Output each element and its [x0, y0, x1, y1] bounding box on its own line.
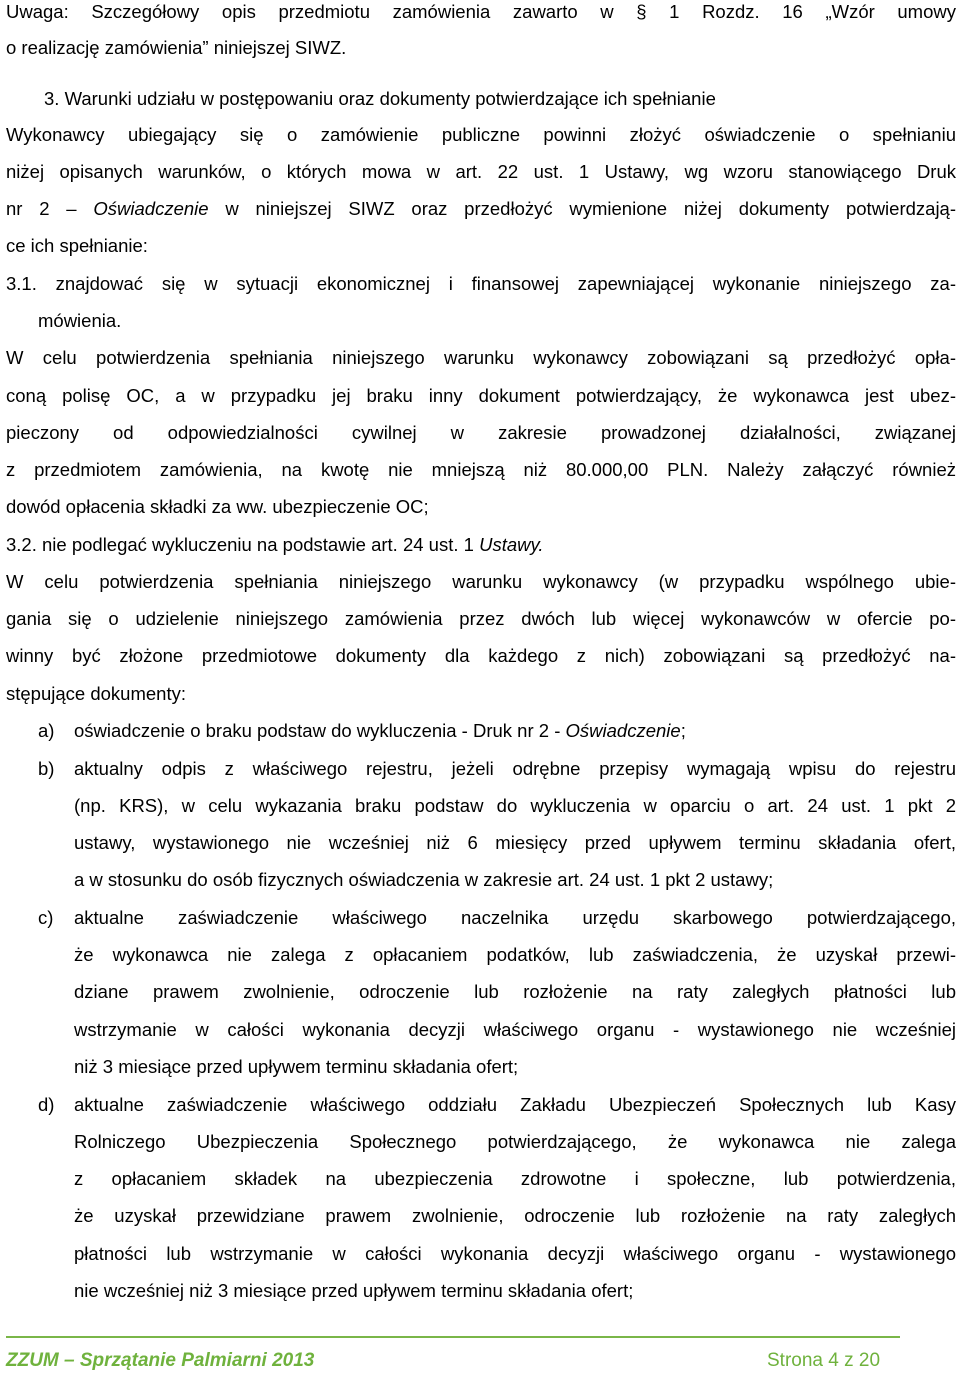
document-name: Oświadczenie — [565, 720, 681, 741]
list-item-line: dziane prawem zwolnienie, odroczenie lub rozłożenie na raty zaległych płatności lub — [74, 981, 956, 1002]
text-span: ; — [680, 720, 686, 741]
paragraph-line: coną polisę OC, a w przypadku jej braku inny dokument potwierdzający, że wykonawca jest ubez- — [6, 385, 956, 406]
list-item — [74, 720, 686, 742]
list-item-line: nie wcześniej niż 3 miesiące przed upływem terminu składania ofert; — [74, 1280, 634, 1301]
list-item-line: niż 3 miesiące przed upływem terminu składania ofert; — [74, 1056, 519, 1077]
list-item-line: Rolniczego Ubezpieczenia Społecznego potwierdzającego, że wykonawca nie zalega — [74, 1131, 956, 1152]
list-item-line: że wykonawca nie zalega z opłacaniem podatków, lub zaświadczenia, że uzyskał przewi- — [74, 944, 956, 965]
list-marker: a) — [38, 720, 55, 741]
note-line: o realizację zamówienia” niniejszej SIWZ. — [6, 37, 347, 58]
paragraph-line: W celu potwierdzenia spełniania niniejszego warunku wykonawcy (w przypadku wspólnego ubie- — [6, 571, 956, 592]
law-name: Ustawy. — [479, 534, 544, 555]
text-span: nr 2 – — [6, 198, 94, 219]
list-item-line: wstrzymanie w całości wykonania decyzji właściwego organu - wystawionego nie wcześniej — [74, 1019, 956, 1040]
list-item: aktualne zaświadczenie właściwego oddziału Zakładu Ubezpieczeń Społecznych lub Kasy — [74, 1094, 956, 1115]
list-item-line: z opłacaniem składek na ubezpieczenia zdrowotne i społeczne, lub potwierdzenia, — [74, 1168, 956, 1189]
paragraph-line — [6, 198, 956, 220]
list-item: aktualny odpis z właściwego rejestru, jeżeli odrębne przepisy wymagają wpisu do rejestru — [74, 758, 956, 779]
paragraph-line: Wykonawcy ubiegający się o zamówienie publiczne powinni złożyć oświadczenie o spełnianiu — [6, 124, 956, 145]
footer-divider — [6, 1336, 900, 1338]
subsection-heading — [6, 534, 544, 556]
list-item-line: ustawy, wystawionego nie wcześniej niż 6 miesięcy przed upływem terminu składania ofert, — [74, 832, 956, 853]
list-item-line: (np. KRS), w celu wykazania braku podstaw do wykluczenia w oparciu o art. 24 ust. 1 pkt 2 — [74, 795, 956, 816]
paragraph-line: winny być złożone przedmiotowe dokumenty dla każdego z nich) zobowiązani są przedłożyć na- — [6, 645, 956, 666]
note-line: Uwaga: Szczegółowy opis przedmiotu zamówienia zawarto w § 1 Rozdz. 16 „Wzór umowy — [6, 1, 956, 22]
paragraph-line: ce ich spełnianie: — [6, 235, 148, 256]
subsection-heading: mówienia. — [38, 310, 122, 331]
section-heading: 3. Warunki udziału w postępowaniu oraz dokumenty potwierdzające ich spełnianie — [44, 88, 716, 109]
list-item: aktualne zaświadczenie właściwego naczelnika urzędu skarbowego potwierdzającego, — [74, 907, 956, 928]
list-item-line: że uzyskał przewidziane prawem zwolnienie, odroczenie lub rozłożenie na raty zaległych — [74, 1205, 956, 1226]
list-item-line: płatności lub wstrzymanie w całości wykonania decyzji właściwego organu - wystawionego — [74, 1243, 956, 1264]
list-marker: b) — [38, 758, 55, 779]
subsection-heading: 3.1. znajdować się w sytuacji ekonomicznej i finansowej zapewniającej wykonanie niniejszego za- — [6, 273, 956, 294]
paragraph-line: gania się o udzielenie niniejszego zamówienia przez dwóch lub więcej wykonawców w ofercie po- — [6, 608, 956, 629]
paragraph-line: W celu potwierdzenia spełniania niniejszego warunku wykonawcy zobowiązani są przedłożyć opła- — [6, 347, 956, 368]
text-span: 3.2. nie podlegać wykluczeniu na podstawie art. 24 ust. 1 — [6, 534, 480, 555]
paragraph-line: pieczony od odpowiedzialności cywilnej w zakresie prowadzonej działalności, związanej — [6, 422, 956, 443]
text-span: w niniejszej SIWZ oraz przedłożyć wymienione niżej dokumenty potwierdzają- — [208, 198, 956, 219]
footer-title: ZZUM – Sprzątanie Palmiarni 2013 — [6, 1350, 315, 1371]
paragraph-line: stępujące dokumenty: — [6, 683, 186, 704]
paragraph-line: niżej opisanych warunków, o których mowa w art. 22 ust. 1 Ustawy, wg wzoru stanowiącego Druk — [6, 161, 956, 182]
list-marker: c) — [38, 907, 54, 928]
paragraph-line: z przedmiotem zamówienia, na kwotę nie mniejszą niż 80.000,00 PLN. Należy załączyć również — [6, 459, 956, 480]
page-number: Strona 4 z 20 — [767, 1350, 881, 1371]
text-span: oświadczenie o braku podstaw do wykluczenia - Druk nr 2 - — [74, 720, 566, 741]
paragraph-line: dowód opłacenia składki za ww. ubezpieczenie OC; — [6, 496, 429, 517]
list-marker: d) — [38, 1094, 55, 1115]
document-name: Oświadczenie — [93, 198, 209, 219]
list-item-line: a w stosunku do osób fizycznych oświadczenia w zakresie art. 24 ust. 1 pkt 2 ustawy; — [74, 869, 774, 890]
